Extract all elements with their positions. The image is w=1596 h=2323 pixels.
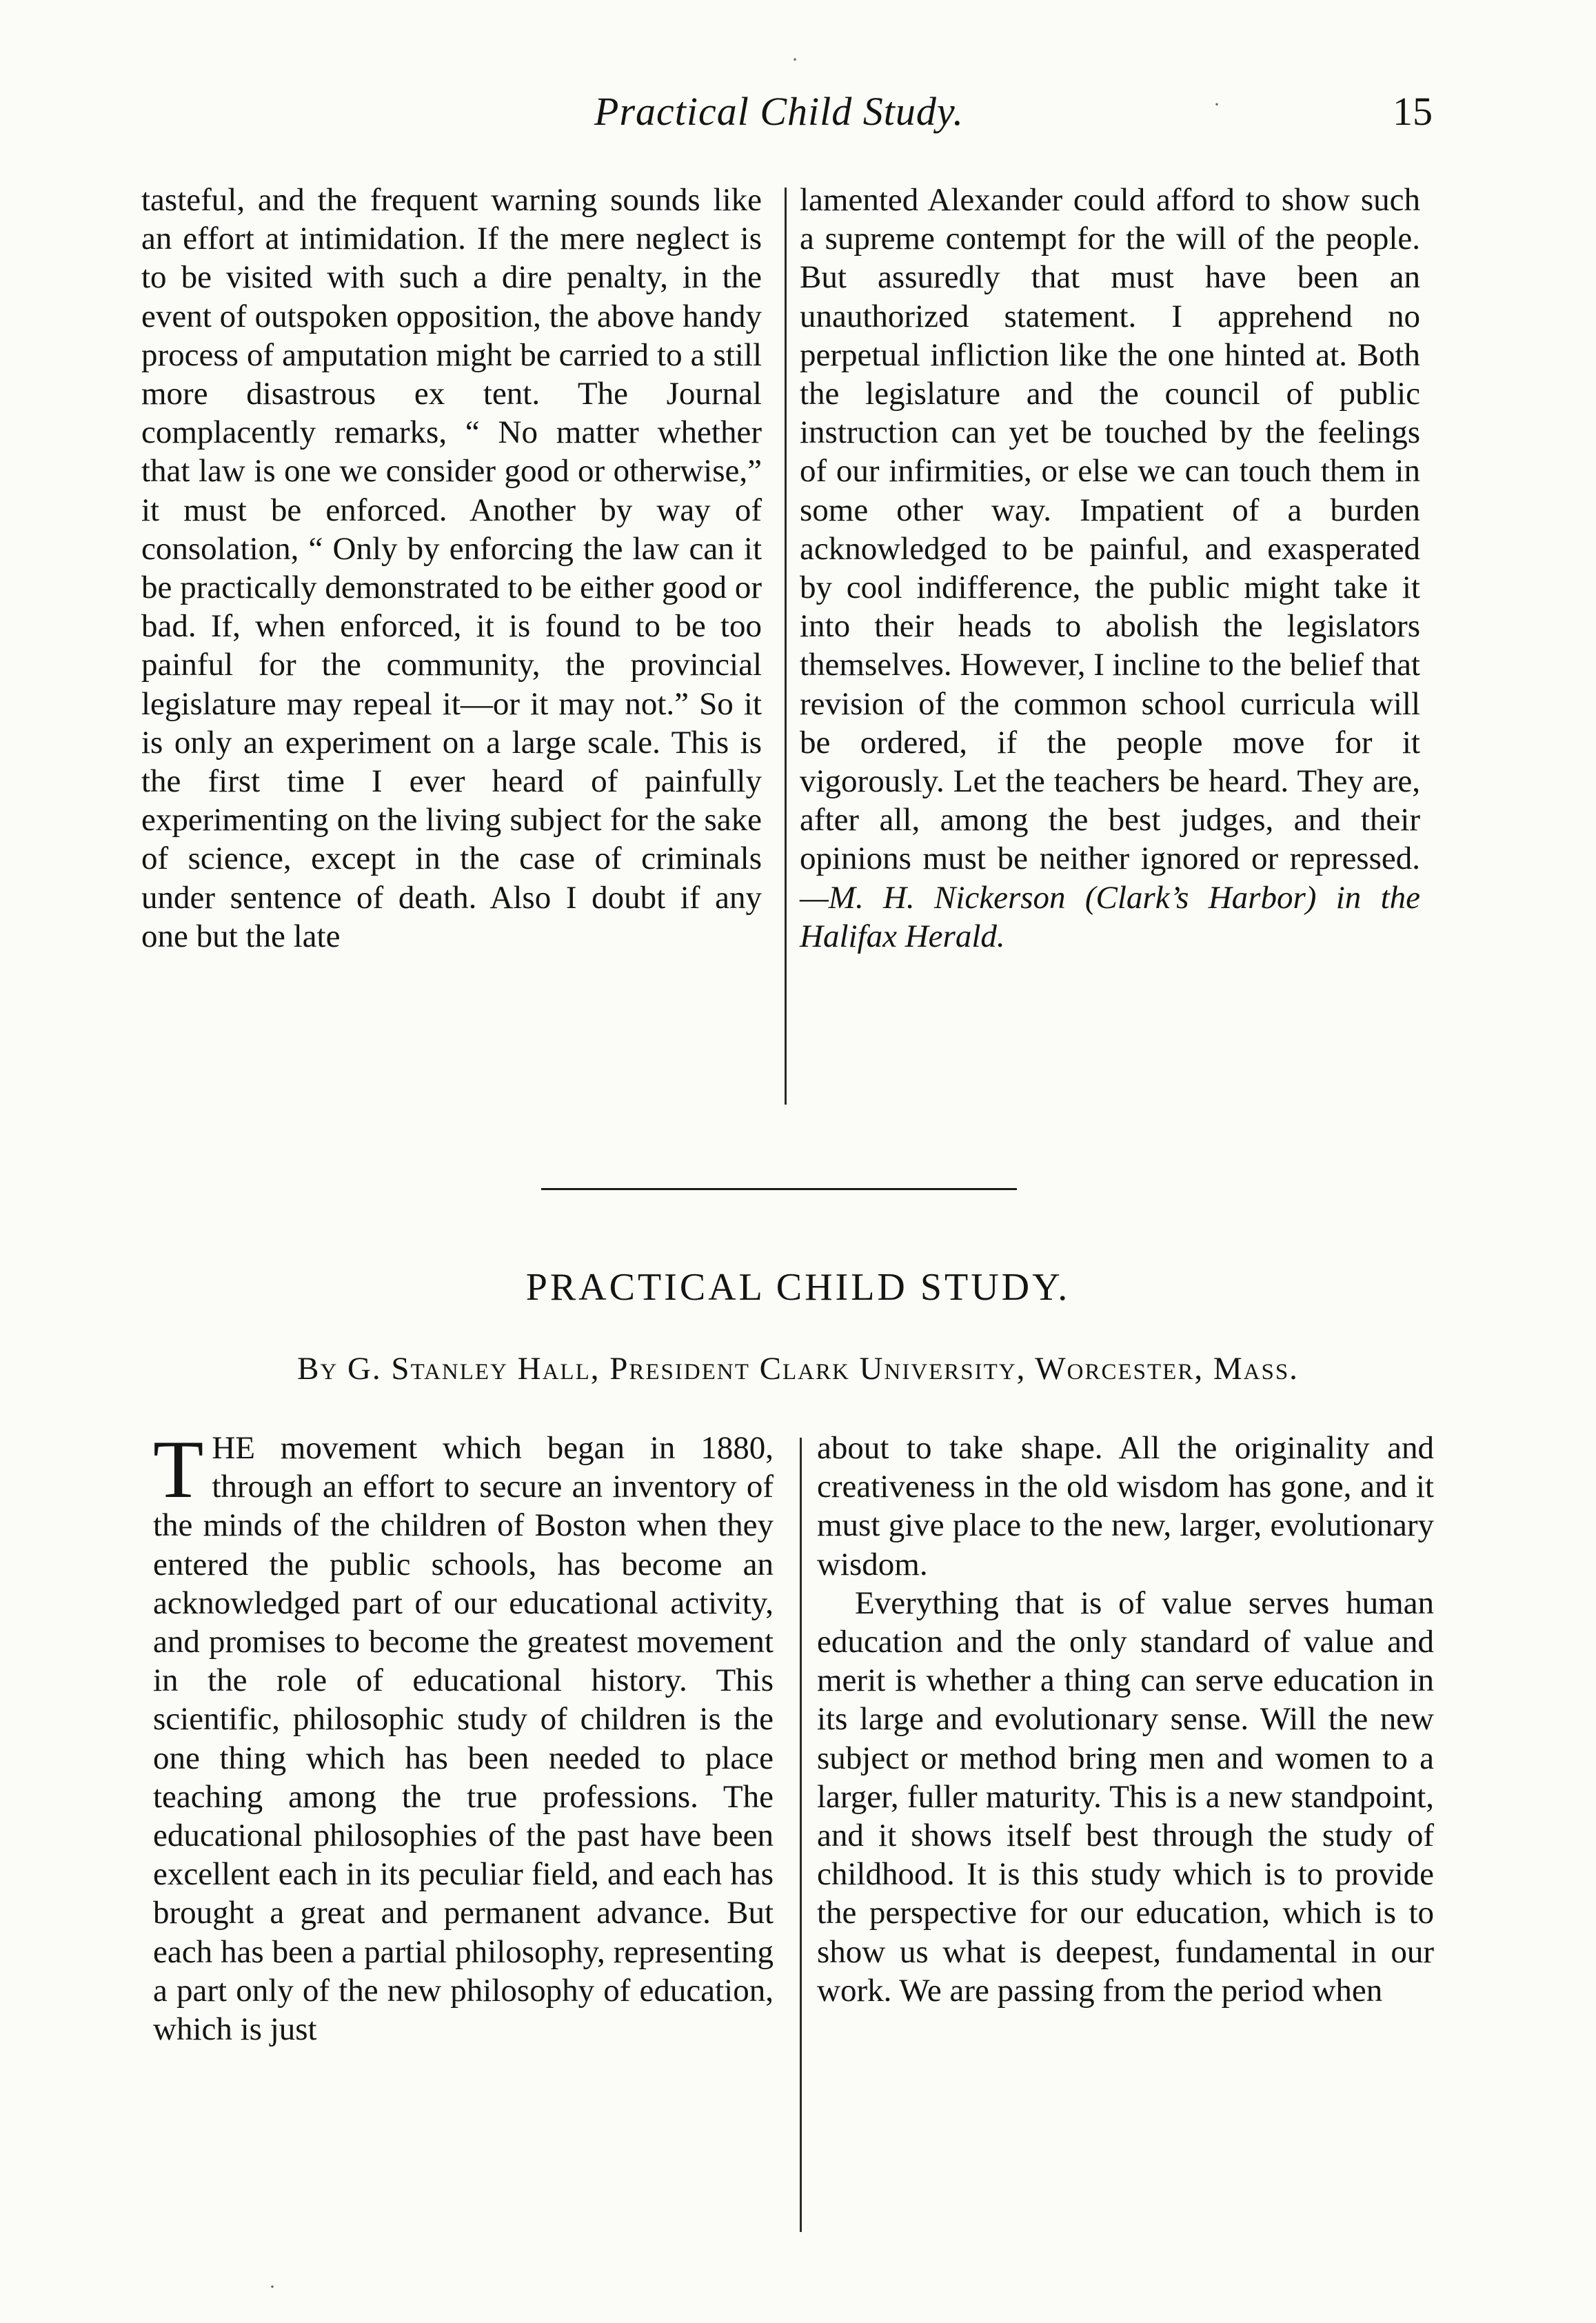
drop-cap: T [153,1423,204,1515]
scan-mark: · [1213,93,1220,116]
author-signature: —M. H. Nickerson (Clark’s Harbor) in the Halifax Herald. [800,879,1420,954]
article-paragraph-1 [153,1423,774,2049]
continued-text-left: tasteful, and the frequent warning sounds like an effort at intimidation. If the mere neglect is to be visited with such a dire penalty, in the event of outspoken opposition, the above handy process of amputation might be carried to a still more disastrous ex tent. The Journal complacently remarks, “ No matter whether that law is one we consider good or otherwise,” it must be enforced. Another by way of consolation, “ Only by enforcing the law can it be practically demonstrated to be either good or bad. If, when enforced, it is found to be too painful for the community, the provincial legislature may repeal it—or it may not.” So it is only an experiment on a large scale. This is the first time I ever heard of painfully experimenting on the living subject for the sake of science, except in the case of criminals under sentence of death. Also I doubt if any one but the late [141,182,762,954]
page-number: 15 [1393,89,1433,134]
article-paragraph-1-continued: about to take shape. All the originality and creativeness in the old wisdom has gone, and it must give place to the new, larger, evolutionary wisdom. [817,1430,1434,1582]
article-right-column [817,1429,1434,2010]
continued-text-right-column [800,181,1420,956]
continued-text-right [800,181,1420,956]
article-byline: By G. Stanley Hall, President Clark University, Worcester, Mass. [297,1351,1299,1387]
article-paragraph-1-text: HE movement which began in 1880, through an effort to secure an inventory of the minds of the children of Boston when they entered the public schools, has become an acknowledged part of our educational activity, and promises to become the greatest movement in the role of educational history. This scientific, philosophic study of children is the one thing which has been needed to place teaching among the true professions. The educational philosophies of the past have been excellent each in its peculiar field, and each has brought a great and permanent advance. But each has been a partial philosophy, representing a part only of the new philosophy of education, which is just [153,1430,774,2048]
scan-mark: · [791,48,798,71]
column-divider-bottom [800,1438,802,2232]
scan-mark: · [269,2275,276,2298]
column-divider-top [785,188,787,1105]
continued-text-right-body: lamented Alexander could afford to show such a supreme contempt for the will of the people. But assuredly that must have been an unauthorized statement. I apprehend no perpetual infliction like the one hinted at. Both the legislature and the council of public instruction can yet be touched by the feelings of our infirmities, or else we can touch them in some other way. Impatient of a burden acknowledged to be painful, and exasperated by cool indifference, the public might take it into their heads to abolish the legislators themselves. However, I incline to the belief that revision of the common school curricula will be ordered, if the people move for it vigorously. Let the teachers be heard. They are, after all, among the best judges, and their opinions must be neither ignored or repressed. [800,182,1420,877]
article-left-column [153,1423,774,2049]
section-divider [541,1188,1017,1190]
article-title: PRACTICAL CHILD STUDY. [525,1266,1071,1309]
running-head: Practical Child Study. [594,89,964,134]
article-paragraph-2: Everything that is of value serves human education and the only standard of value and merit is whether a thing can serve education in its large and evolutionary sense. Will the new subject or method bring men and women to a larger, fuller maturity. This is a new standpoint, and it shows itself best through the study of childhood. It is this study which is to provide the perspective for our education, which is to show us what is deepest, fundamental in our work. We are passing from the period when [817,1585,1434,2009]
continued-text-left-column [141,181,762,956]
